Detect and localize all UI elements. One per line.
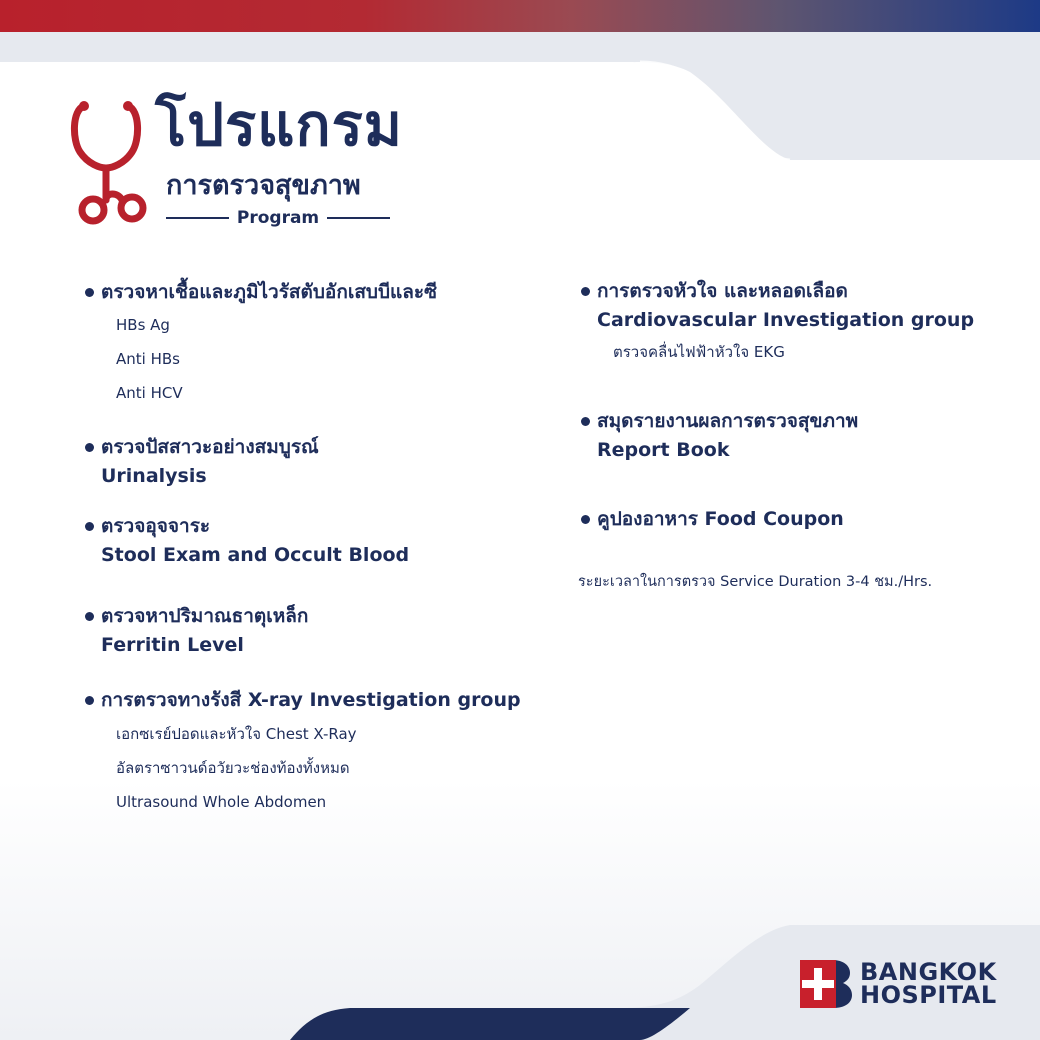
item-title-th: คูปองอาหาร Food Coupon (597, 508, 844, 530)
list-item (85, 517, 409, 565)
sub-item: Anti HBs (116, 350, 180, 368)
sub-item: HBs Ag (116, 316, 170, 334)
item-title-th: การตรวจหัวใจ และหลอดเลือด (597, 280, 848, 302)
stethoscope-icon (70, 100, 156, 226)
list-item (581, 510, 844, 529)
sub-item: ตรวจคลื่นไฟฟ้าหัวใจ EKG (613, 343, 785, 361)
page-title: โปรแกรม (155, 91, 404, 159)
list-item (581, 282, 974, 330)
bullet-icon (85, 696, 94, 705)
item-title-en: Cardiovascular Investigation group (597, 309, 975, 331)
item-title-th: ตรวจหาปริมาณธาตุเหล็ก (101, 605, 309, 627)
item-title-th: ตรวจอุจจาระ (101, 515, 211, 537)
bangkok-hospital-logo (800, 960, 997, 1008)
logo-line-1: BANGKOK (860, 958, 997, 986)
item-title-en: Stool Exam and Occult Blood (101, 544, 410, 566)
item-title-en: Report Book (597, 439, 730, 461)
bullet-icon (581, 287, 590, 296)
sub-item: อัลตราซาวนด์อวัยวะช่องท้องทั้งหมด (116, 759, 350, 777)
list-item (85, 691, 521, 710)
sub-item: เอกซเรย์ปอดและหัวใจ Chest X-Ray (116, 725, 357, 743)
program-label (166, 207, 390, 229)
list-item (85, 607, 308, 655)
list-item (85, 283, 437, 302)
bullet-icon (85, 443, 94, 452)
bullet-icon (581, 417, 590, 426)
page-subtitle: การตรวจสุขภาพ (166, 170, 361, 201)
top-gradient-bar (0, 0, 1040, 32)
item-title-th: การตรวจทางรังสี X-ray Investigation group (101, 689, 521, 711)
list-item (581, 412, 858, 460)
item-title-en: Urinalysis (101, 465, 207, 487)
bullet-icon (85, 522, 94, 531)
hospital-cross-icon (800, 960, 852, 1008)
divider-line-left (166, 217, 229, 219)
item-title-th: ตรวจหาเชื้อและภูมิไวรัสตับอักเสบบีและซี (101, 281, 438, 303)
item-title-th: สมุดรายงานผลการตรวจสุขภาพ (597, 410, 859, 432)
logo-wordmark (860, 958, 997, 1009)
sub-item: Ultrasound Whole Abdomen (116, 793, 327, 811)
divider-line-right (327, 217, 390, 219)
service-duration: ระยะเวลาในการตรวจ Service Duration 3-4 ชม./Hrs. (578, 574, 933, 590)
bullet-icon (85, 288, 94, 297)
list-item (85, 438, 319, 486)
bullet-icon (85, 612, 94, 621)
program-text: Program (236, 208, 320, 228)
item-title-en: Ferritin Level (101, 634, 244, 656)
logo-line-2: HOSPITAL (860, 981, 997, 1009)
item-title-th: ตรวจปัสสาวะอย่างสมบูรณ์ (101, 436, 319, 458)
sub-item: Anti HCV (116, 384, 183, 402)
bullet-icon (581, 515, 590, 524)
